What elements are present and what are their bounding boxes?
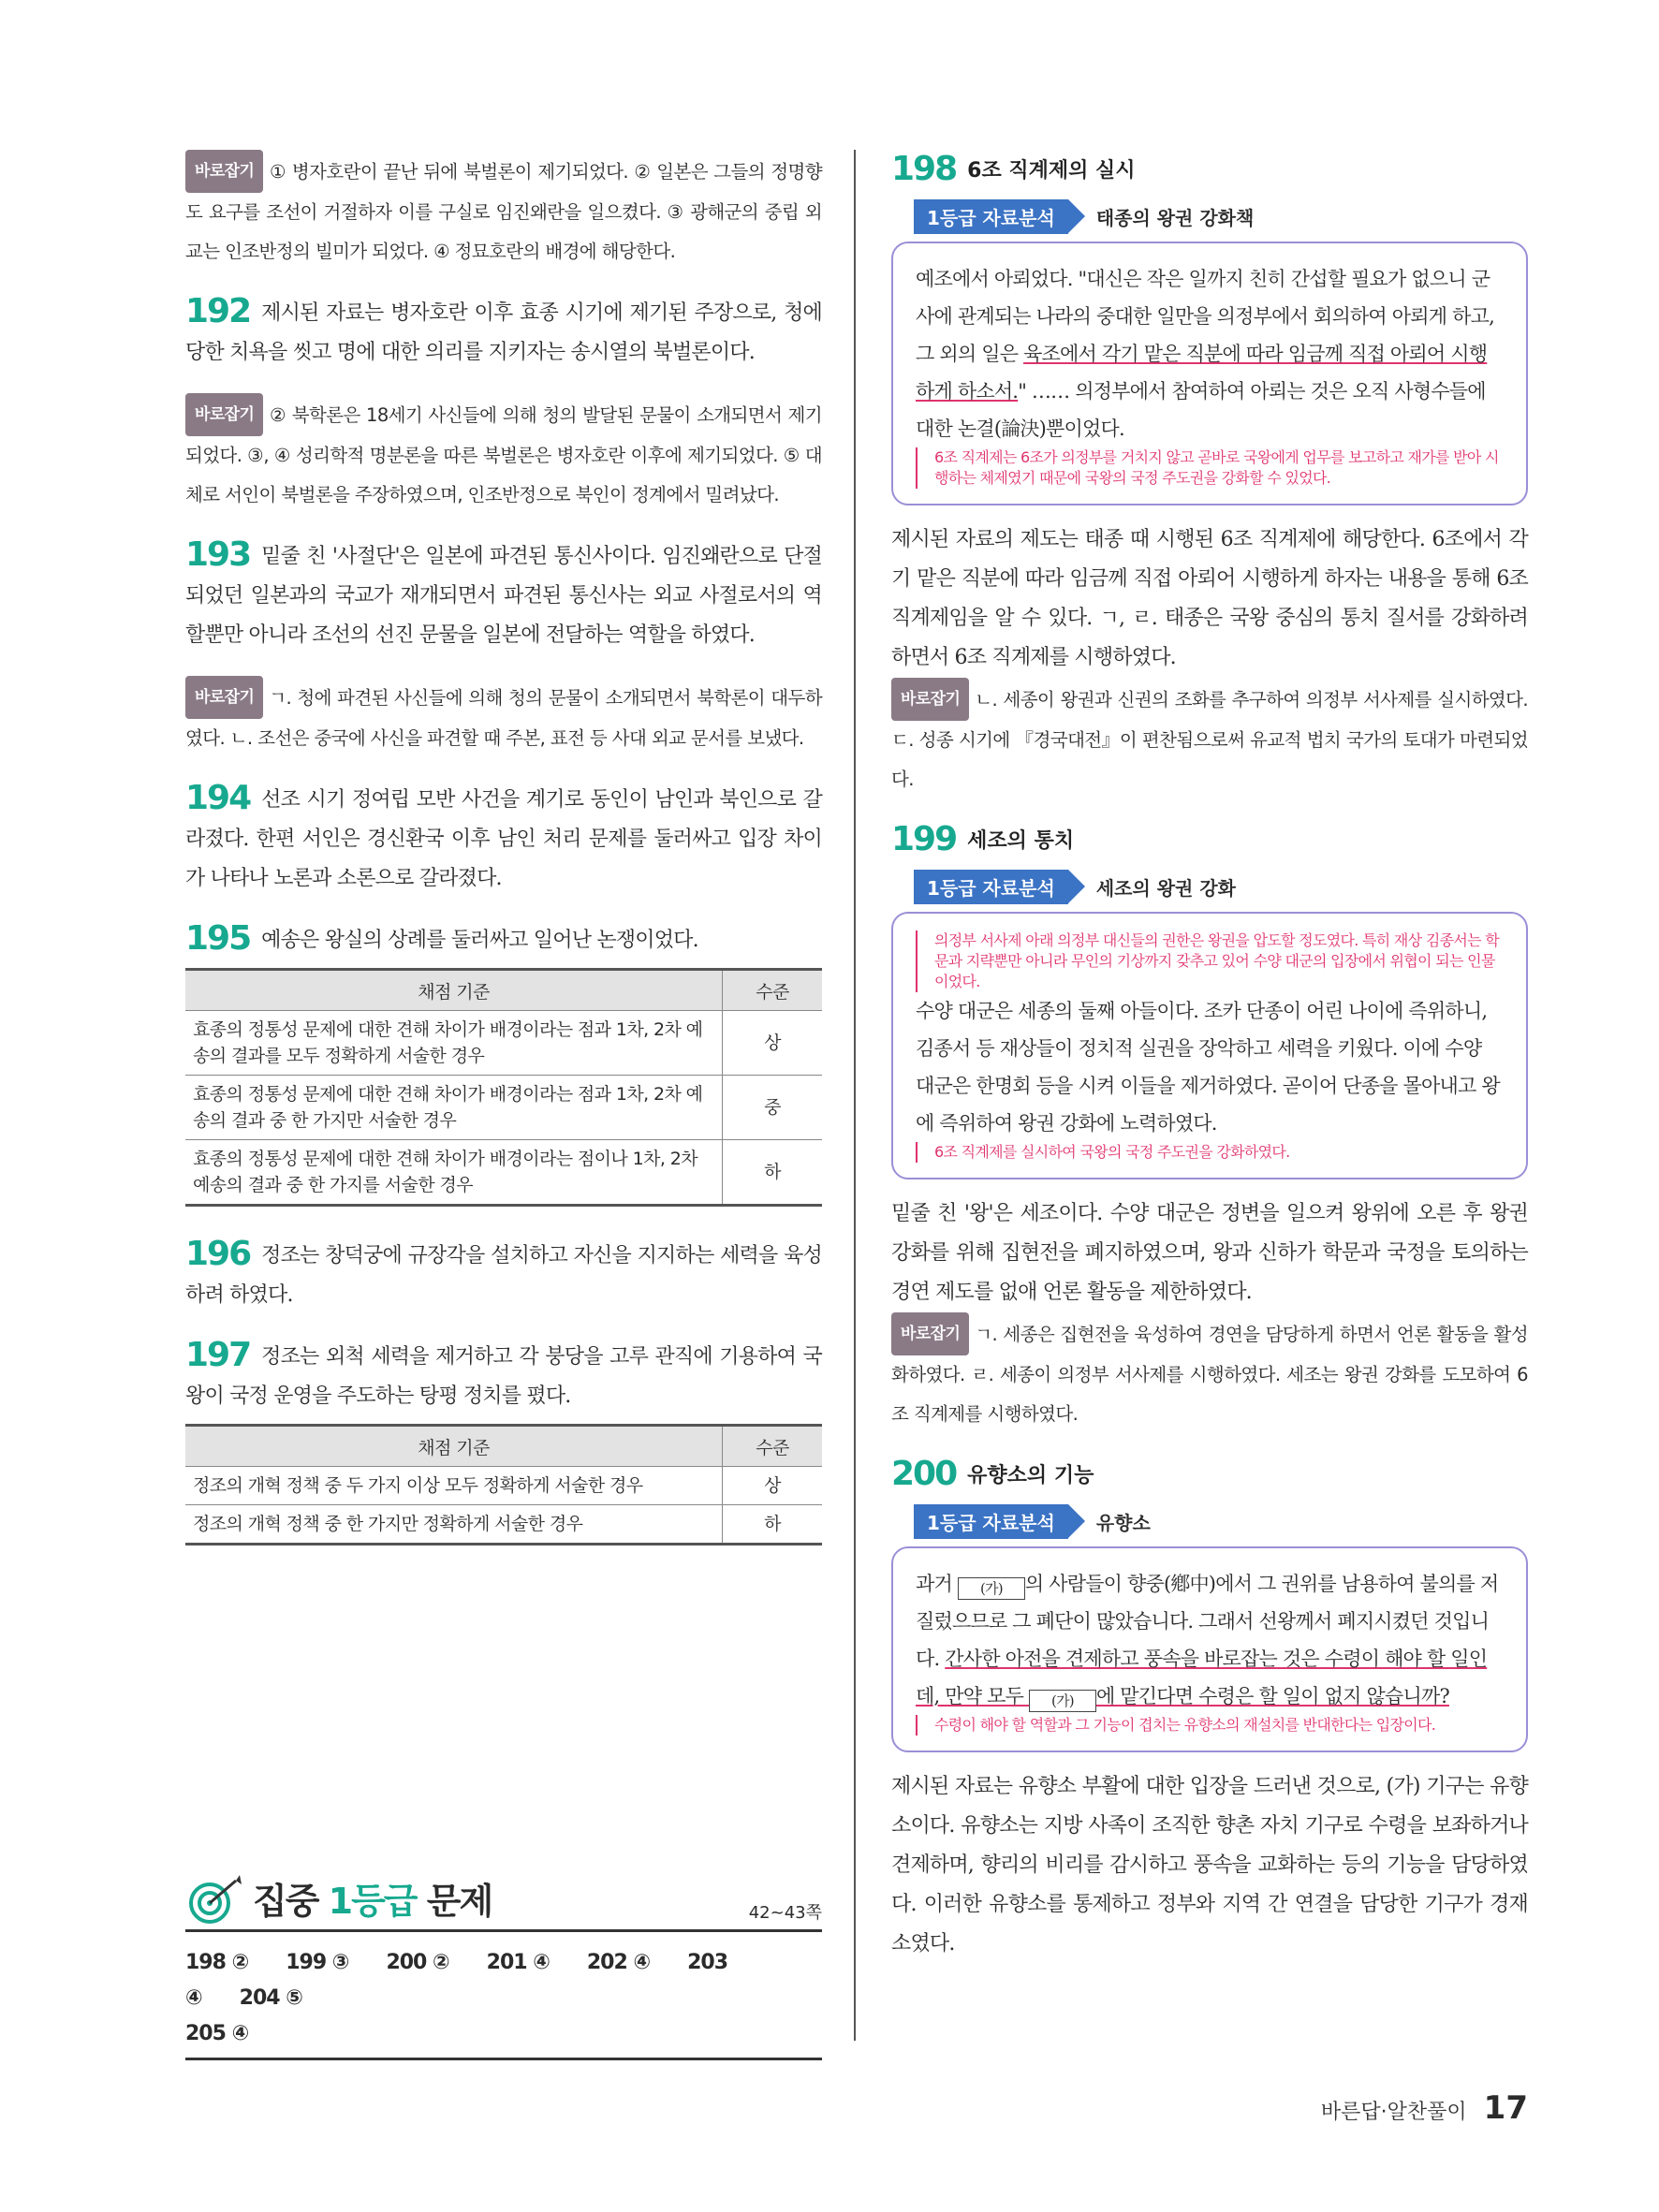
fix-193 xyxy=(185,676,822,758)
focus-header xyxy=(185,1872,822,1932)
left-column xyxy=(185,150,822,1574)
answer-text: 예송은 왕실의 상례를 둘러싸고 일어난 논쟁이었다. xyxy=(261,929,698,952)
column-divider xyxy=(854,150,856,2041)
fix-text: ㄴ. 세종이 왕권과 신권의 조화를 추구하여 의정부 서사제를 실시하였다. ㄷ. 성종 시기에 『경국대전』이 편찬됨으로써 유교적 법치 국가의 토대가 마련되었다. xyxy=(891,689,1528,790)
badge-label: 1등급 자료분석 xyxy=(914,199,1068,234)
annotation-note-bottom: 6조 직계제를 실시하여 국왕의 국정 주도권을 강화하였다. xyxy=(916,1142,1504,1163)
badge-topic: 세조의 왕권 강화 xyxy=(1095,877,1236,900)
source-text-b: 의 사람들이 향중(鄕中)에서 그 권위를 남용하여 불의를 저질렀으므로 그 폐단이 많았습니다. 그래서 선왕께서 폐지시켰던 것입니다. xyxy=(916,1573,1499,1670)
source-text-a: 예조에서 아뢰었다. "대신은 작은 일까지 친히 간섭할 필요가 없으니 군사에 관계되는 나라의 중대한 일만을 의정부에서 회의하여 아뢰게 하고, 그 외의 일은 xyxy=(916,268,1494,365)
source-underline: 육조에서 각기 맡은 직분에 따라 임금께 직접 아뢰어 시행하게 하소서. xyxy=(916,343,1488,403)
answer-text: 선조 시기 정여립 모반 사건을 계기로 동인이 남인과 북인으로 갈라졌다. 한편 서인은 경신환국 이후 남인 처리 문제를 둘러싸고 입장 차이가 나타나 노론과 소론으로 갈라졌다. xyxy=(185,788,822,890)
fix-text: ① 병자호란이 끝난 뒤에 북벌론이 제기되었다. ② 일본은 그들의 정명향도 요구를 조선이 거절하자 이를 구실로 임진왜란을 일으켰다. ③ 광해군의 중립 외교는 인조반정의 빌미가 되었다. ④ 정묘호란의 배경에 해당한다. xyxy=(185,161,822,262)
question-number: 192 xyxy=(185,292,251,330)
page-footer xyxy=(1321,2089,1528,2127)
fix-192 xyxy=(185,393,822,515)
answer-193 xyxy=(185,535,822,655)
focus-title-b: 1등급 xyxy=(328,1881,417,1922)
answer-196 xyxy=(185,1235,822,1315)
page-number: 17 xyxy=(1483,2089,1528,2127)
source-box-200 xyxy=(891,1546,1528,1752)
table-header-level: 수준 xyxy=(723,1426,823,1467)
answer-item: 199 ③ xyxy=(286,1951,349,1974)
fix-tag: 바로잡기 xyxy=(891,1312,969,1355)
section-title: 세조의 통치 xyxy=(967,829,1075,853)
analysis-badge xyxy=(914,199,1528,234)
question-number: 200 xyxy=(891,1455,957,1493)
scoring-table-197 xyxy=(185,1424,822,1545)
table-header-criteria: 채점 기준 xyxy=(185,1426,723,1467)
answer-item: 204 ⑤ xyxy=(239,1986,302,2010)
level-cell: 상 xyxy=(723,1467,823,1505)
answer-text: 정조는 창덕궁에 규장각을 설치하고 자신을 지지하는 세력을 육성하려 하였다. xyxy=(185,1244,822,1307)
section-title: 6조 직계제의 실시 xyxy=(967,159,1136,183)
target-icon xyxy=(185,1875,245,1924)
source-text xyxy=(916,260,1504,447)
fix-tag: 바로잡기 xyxy=(185,676,263,719)
fix-198 xyxy=(891,678,1528,799)
table-row xyxy=(185,1140,822,1206)
fix-191 xyxy=(185,150,822,271)
analysis-badge xyxy=(914,1504,1528,1539)
answer-text: 정조는 외척 세력을 제거하고 각 붕당을 고루 관직에 기용하여 국왕이 국정 운영을 주도하는 탕평 정치를 폈다. xyxy=(185,1345,822,1408)
table-row xyxy=(185,1011,822,1076)
criteria-cell: 효종의 정통성 문제에 대한 견해 차이가 배경이라는 점이나 1차, 2차 예송의 결과 중 한 가지를 서술한 경우 xyxy=(185,1140,723,1206)
question-number: 195 xyxy=(185,919,251,958)
annotation-note: 수령이 해야 할 역할과 그 기능이 겹치는 유향소의 재설치를 반대한다는 입장이다. xyxy=(916,1715,1504,1736)
book-label: 바른답·알찬풀이 xyxy=(1320,2101,1467,2124)
answer-item: 201 ④ xyxy=(486,1951,550,1974)
table-row xyxy=(185,1505,822,1545)
answer-text: 밑줄 친 '사절단'은 일본에 파견된 통신사이다. 임진왜란으로 단절되었던 일본과의 국교가 재개되면서 파견된 통신사는 외교 사절로서의 역할뿐만 아니라 조선의 선진 문물을 일본에 전달하는 역할을 하였다. xyxy=(185,545,822,647)
question-number: 193 xyxy=(185,535,251,574)
focus-title xyxy=(253,1872,492,1924)
right-column xyxy=(891,150,1528,1964)
fix-text: ㄱ. 세종은 집현전을 육성하여 경연을 담당하게 하면서 언론 활동을 활성화하였다. ㄹ. 세종이 의정부 서사제를 시행하였다. 세조는 왕권 강화를 도모하여 6조 직계제를 시행하였다. xyxy=(891,1324,1528,1425)
source-text: 수양 대군은 세종의 둘째 아들이다. 조카 단종이 어린 나이에 즉위하니, 김종서 등 재상들이 정치적 실권을 장악하고 세력을 키웠다. 이에 수양 대군은 한명회 등을 시켜 이들을 제거하였다. 곧이어 단종을 몰아내고 왕에 즉위하여 왕권 강화에 노력하였다. xyxy=(916,1000,1500,1135)
section-199-header xyxy=(891,820,1528,858)
source-text xyxy=(916,1565,1504,1715)
badge-topic: 유향소 xyxy=(1095,1512,1151,1534)
answer-key xyxy=(185,1932,822,2060)
fix-text: ② 북학론은 18세기 사신들에 의해 청의 발달된 문물이 소개되면서 제기되었다. ③, ④ 성리학적 명분론을 따른 북벌론은 병자호란 이후에 제기되었다. ⑤ 대체로 서인이 북벌론을 주장하였으며, 인조반정으로 북인이 정계에서 밀려났다. xyxy=(185,404,822,505)
question-number: 198 xyxy=(891,150,957,188)
source-underline: 간사한 아전을 견제하고 풍속을 바로잡는 것은 수령이 해야 할 일인데, 만약 모두 xyxy=(916,1648,1488,1707)
source-underline-end: 에 맡긴다면 수령은 할 일이 없지 않습니까? xyxy=(1095,1685,1449,1707)
fix-199 xyxy=(891,1312,1528,1434)
criteria-cell: 효종의 정통성 문제에 대한 견해 차이가 배경이라는 점과 1차, 2차 예송의 결과 중 한 가지만 서술한 경우 xyxy=(185,1076,723,1140)
answer-192 xyxy=(185,292,822,373)
answer-195 xyxy=(185,919,822,960)
source-text-c: " …… 의정부에서 참여하여 아뢰는 것은 오직 사형수들에 대한 논결(論決)뿐이었다. xyxy=(916,380,1486,440)
annotation-note-top: 의정부 서사제 아래 의정부 대신들의 권한은 왕권을 압도할 정도였다. 특히 재상 김종서는 학문과 지략뿐만 아니라 무인의 기상까지 갖추고 있어 수양 대군의 입장에서 위협이 되는 인물이었다. xyxy=(916,930,1504,992)
question-number: 196 xyxy=(185,1235,251,1273)
source-box-199 xyxy=(891,912,1528,1179)
annotation-note: 6조 직계제는 6조가 의정부를 거치지 않고 곧바로 국왕에게 업무를 보고하고 재가를 받아 시행하는 체제였기 때문에 국왕의 국정 주도권을 강화할 수 있었다. xyxy=(916,447,1504,489)
level-cell: 상 xyxy=(723,1011,823,1076)
table-row xyxy=(185,1076,822,1140)
focus-pages: 42~43쪽 xyxy=(748,1903,822,1923)
answer-194 xyxy=(185,779,822,899)
fix-tag: 바로잡기 xyxy=(891,678,969,721)
badge-topic: 태종의 왕권 강화책 xyxy=(1095,207,1255,229)
source-box-198 xyxy=(891,242,1528,505)
blank-box: (가) xyxy=(1029,1690,1096,1712)
badge-label: 1등급 자료분석 xyxy=(914,870,1068,904)
answer-item: 202 ④ xyxy=(586,1951,651,1974)
fix-tag: 바로잡기 xyxy=(185,150,263,193)
focus-title-c: 문제 xyxy=(416,1881,492,1922)
level-cell: 하 xyxy=(723,1505,823,1545)
table-row xyxy=(185,1467,822,1505)
answer-199: 밑줄 친 '왕'은 세조이다. 수양 대군은 정변을 일으켜 왕위에 오른 후 왕권 강화를 위해 집현전을 폐지하였으며, 왕과 신하가 학문과 국정을 토의하는 경연 제도를 없애 언론 활동을 제한하였다. xyxy=(891,1202,1528,1304)
blank-box: (가) xyxy=(958,1577,1025,1600)
answer-item: 200 ② xyxy=(386,1951,449,1974)
answer-text: 제시된 자료는 병자호란 이후 효종 시기에 제기된 주장으로, 청에 당한 치욕을 씻고 명에 대한 의리를 지키자는 송시열의 북벌론이다. xyxy=(185,301,822,364)
question-number: 194 xyxy=(185,779,251,817)
section-title: 유향소의 기능 xyxy=(967,1464,1094,1487)
answer-198: 제시된 자료의 제도는 태종 때 시행된 6조 직계제에 해당한다. 6조에서 각기 맡은 직분에 따라 임금께 직접 아뢰어 시행하게 하자는 내용을 통해 6조 직계제임을 알 수 있다. ㄱ, ㄹ. 태종은 국왕 중심의 통치 질서를 강화하려 하면서 6조 직계제를 시행하였다. xyxy=(891,528,1528,669)
answer-item: 205 ④ xyxy=(185,2022,249,2045)
source-text-a: 과거 xyxy=(916,1573,958,1595)
level-cell: 하 xyxy=(723,1140,823,1206)
criteria-cell: 효종의 정통성 문제에 대한 견해 차이가 배경이라는 점과 1차, 2차 예송의 결과를 모두 정확하게 서술한 경우 xyxy=(185,1011,723,1076)
criteria-cell: 정조의 개혁 정책 중 두 가지 이상 모두 정확하게 서술한 경우 xyxy=(185,1467,723,1505)
focus-title-a: 집중 xyxy=(253,1881,329,1922)
answer-item: 203 ④ xyxy=(185,1951,728,2010)
analysis-badge xyxy=(914,870,1528,904)
question-number: 199 xyxy=(891,820,957,858)
criteria-cell: 정조의 개혁 정책 중 한 가지만 정확하게 서술한 경우 xyxy=(185,1505,723,1545)
question-number: 197 xyxy=(185,1336,251,1374)
table-header-level: 수준 xyxy=(723,970,823,1011)
focus-answers-section xyxy=(185,1872,822,2060)
badge-label: 1등급 자료분석 xyxy=(914,1504,1068,1539)
fix-text: ㄱ. 청에 파견된 사신들에 의해 청의 문물이 소개되면서 북학론이 대두하였다. ㄴ. 조선은 중국에 사신을 파견할 때 주본, 표전 등 사대 외교 문서를 보냈다. xyxy=(185,687,822,749)
answer-200: 제시된 자료는 유향소 부활에 대한 입장을 드러낸 것으로, (가) 기구는 유향소이다. 유향소는 지방 사족이 조직한 향촌 자치 기구로 수령을 보좌하거나 견제하며, 향리의 비리를 감시하고 풍속을 교화하는 등의 기능을 담당하였다. 이러한 유향소를 통제하고 정부와 지역 간 연결을 담당한 기구가 경재소였다. xyxy=(891,1775,1528,1956)
table-header-criteria: 채점 기준 xyxy=(185,970,723,1011)
answer-197 xyxy=(185,1336,822,1416)
scoring-table-195 xyxy=(185,968,822,1207)
section-200-header xyxy=(891,1455,1528,1493)
answer-item: 198 ② xyxy=(185,1951,249,1974)
level-cell: 중 xyxy=(723,1076,823,1140)
fix-tag: 바로잡기 xyxy=(185,393,263,436)
section-198-header xyxy=(891,150,1528,188)
